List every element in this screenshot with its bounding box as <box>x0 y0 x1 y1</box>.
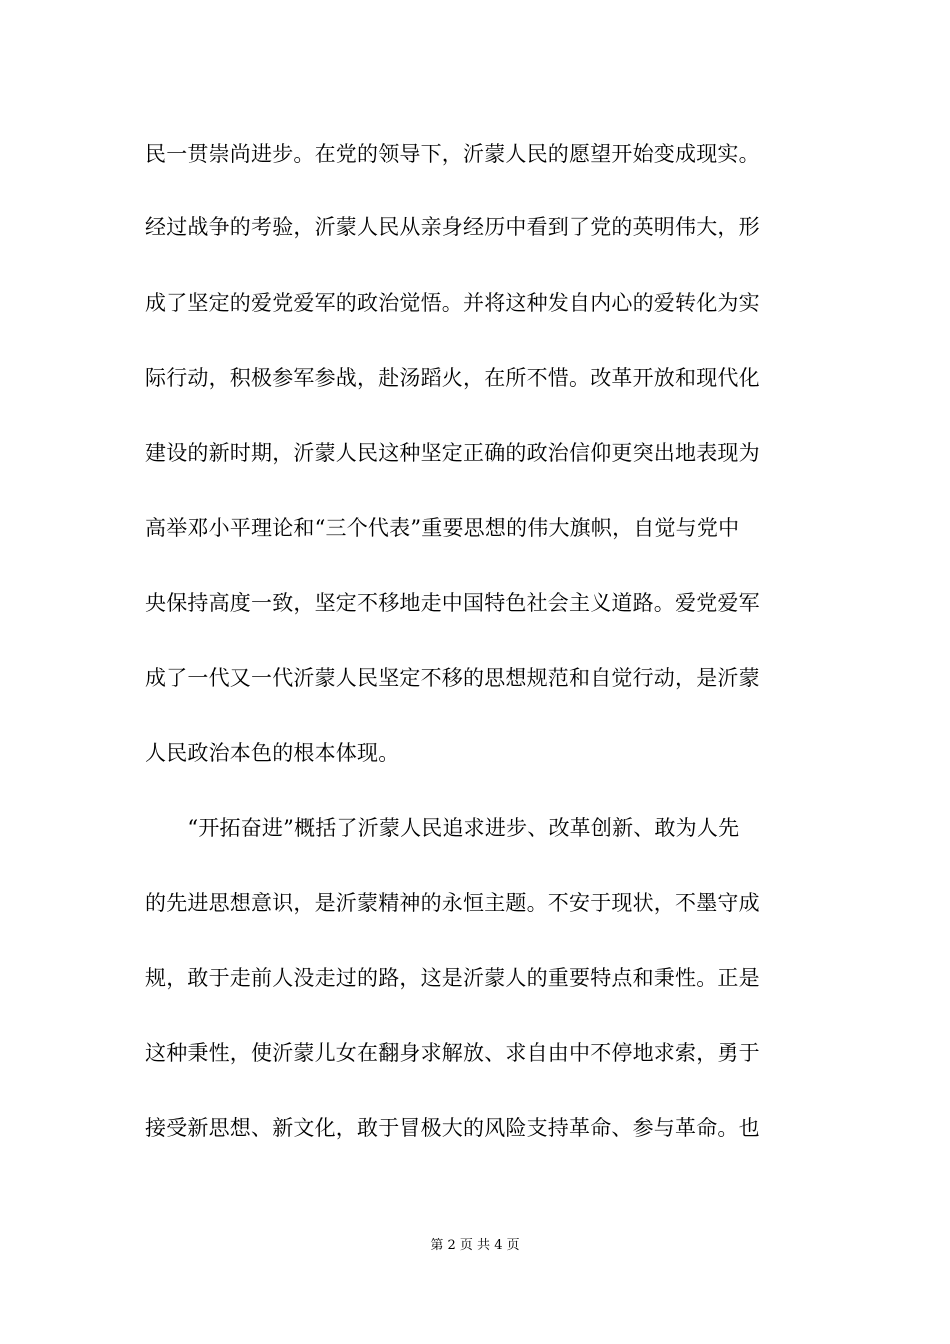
text-line: 际行动，积极参军参战，赴汤蹈火，在所不惜。改革开放和现代化 <box>145 366 760 390</box>
text-line: 民一贯崇尚进步。在党的领导下，沂蒙人民的愿望开始变成现实。 <box>145 142 760 166</box>
text-line: 成了一代又一代沂蒙人民坚定不移的思想规范和自觉行动，是沂蒙 <box>145 666 760 690</box>
text-line: 成了坚定的爱党爱军的政治觉悟。并将这种发自内心的爱转化为实 <box>145 291 760 315</box>
text-line: 这种秉性，使沂蒙儿女在翻身求解放、求自由中不停地求索，勇于 <box>145 1041 760 1065</box>
text-line: 央保持高度一致，坚定不移地走中国特色社会主义道路。爱党爱军 <box>145 591 760 615</box>
text-line: 经过战争的考验，沂蒙人民从亲身经历中看到了党的英明伟大，形 <box>145 215 760 239</box>
text-line: 人民政治本色的根本体现。 <box>145 741 400 765</box>
text-line: 建设的新时期，沂蒙人民这种坚定正确的政治信仰更突出地表现为 <box>145 441 760 465</box>
text-line: 规，敢于走前人没走过的路，这是沂蒙人的重要特点和秉性。正是 <box>145 966 760 990</box>
text-line: 接受新思想、新文化，敢于冒极大的风险支持革命、参与革命。也 <box>145 1116 760 1140</box>
text-line: 高举邓小平理论和“三个代表”重要思想的伟大旗帜，自觉与党中 <box>145 516 740 540</box>
page-number-footer: 第 2 页 共 4 页 <box>430 1238 520 1253</box>
text-line: 的先进思想意识，是沂蒙精神的永恒主题。不安于现状，不墨守成 <box>145 891 760 915</box>
text-line: “开拓奋进”概括了沂蒙人民追求进步、改革创新、敢为人先 <box>145 816 740 840</box>
